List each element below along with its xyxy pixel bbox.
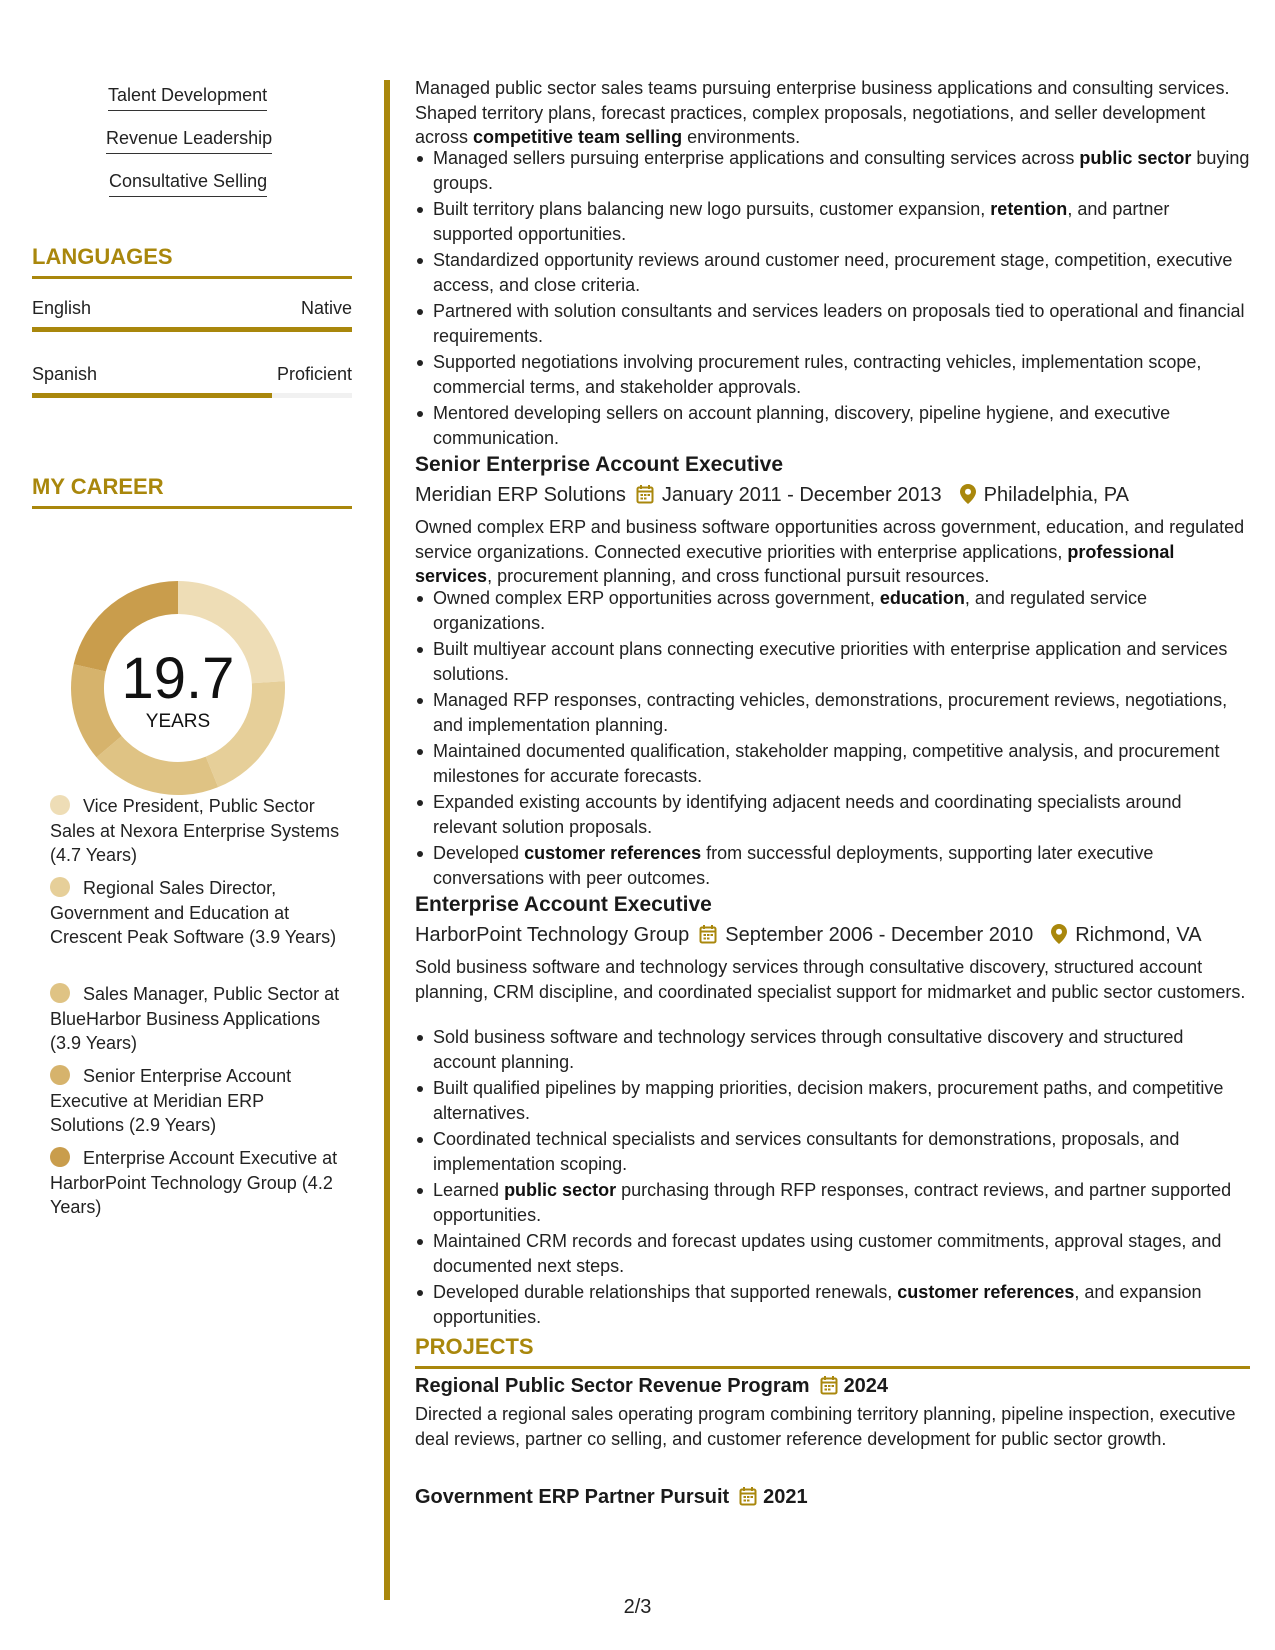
legend-dot <box>50 877 70 897</box>
job-summary: Managed public sector sales teams pursuing enterprise business applications and consulting services. Shaped territory plans, forecast practices, complex proposals, negotiations, and seller development across competitive team selling environments. <box>415 78 1230 147</box>
project-description: Directed a regional sales operating program combining territory planning, pipeline inspection, executive deal reviews, partner co selling, and customer reference development for public sector growth. <box>415 1404 1236 1449</box>
bullet-item: Maintained CRM records and forecast updates using customer commitments, approval stages, and documented next steps. <box>415 1229 1250 1278</box>
career-legend-label: Enterprise Account Executive at HarborPoint Technology Group (4.2 Years) <box>50 1148 338 1217</box>
bullet-item: Developed durable relationships that supported renewals, customer references, and expansion opportunities. <box>415 1280 1250 1329</box>
career-legend-label: Sales Manager, Public Sector at BlueHarbor Business Applications (3.9 Years) <box>50 984 340 1053</box>
language-row <box>32 364 352 390</box>
languages-heading: LANGUAGES <box>32 244 352 279</box>
career-legend-item <box>50 1146 340 1220</box>
legend-dot <box>50 1065 70 1085</box>
language-bar-fill <box>32 327 352 332</box>
career-total-years: 19.7 <box>121 646 235 711</box>
career-legend-label: Senior Enterprise Account Executive at Meridian ERP Solutions (2.9 Years) <box>50 1066 292 1135</box>
career-donut-chart <box>65 575 291 801</box>
company-name: Meridian ERP Solutions <box>415 484 626 506</box>
project-name: Government ERP Partner Pursuit <box>415 1486 730 1508</box>
language-bar <box>32 393 352 398</box>
job-title: Enterprise Account Executive <box>415 893 712 916</box>
bullet-item: Managed sellers pursuing enterprise applications and consulting services across public sector buying groups. <box>415 146 1250 195</box>
calendar-icon <box>699 924 717 951</box>
language-bar-fill <box>32 393 272 398</box>
job-bullets <box>415 586 1250 892</box>
career-legend-item <box>50 876 340 950</box>
job-dates: September 2006 - December 2010 <box>725 924 1034 946</box>
donut-segment <box>97 736 219 795</box>
bullet-item: Developed customer references from successful deployments, supporting later executive conversations with peer outcomes. <box>415 841 1250 890</box>
skill-label: Talent Development <box>108 84 267 111</box>
calendar-icon <box>636 484 654 511</box>
skill-label: Consultative Selling <box>109 170 267 197</box>
job-meta <box>415 482 1250 511</box>
job-location: Richmond, VA <box>1075 924 1202 946</box>
legend-dot <box>50 1147 70 1167</box>
location-pin-icon <box>960 484 976 511</box>
language-level: Native <box>300 298 352 318</box>
bullet-item: Coordinated technical specialists and services consultants for demonstrations, proposals, and implementation scoping. <box>415 1127 1250 1176</box>
bullet-item: Maintained documented qualification, stakeholder mapping, competitive analysis, and procurement milestones for accurate forecasts. <box>415 739 1250 788</box>
project-year: 2021 <box>763 1486 808 1508</box>
project-year: 2024 <box>843 1375 889 1397</box>
company-name: HarborPoint Technology Group <box>415 924 690 946</box>
page-number: 2/3 <box>623 1596 652 1618</box>
legend-dot <box>50 795 70 815</box>
job-meta <box>415 922 1250 951</box>
legend-dot <box>50 983 70 1003</box>
career-legend-item <box>50 982 340 1056</box>
job-bullets <box>415 146 1250 452</box>
sidebar <box>32 0 352 1600</box>
projects-heading: PROJECTS <box>415 1334 1250 1369</box>
bullet-item: Partnered with solution consultants and services leaders on proposals tied to operational and financial requirements. <box>415 299 1250 348</box>
bullet-item: Mentored developing sellers on account planning, discovery, pipeline hygiene, and executive communication. <box>415 401 1250 450</box>
bullet-item: Built territory plans balancing new logo pursuits, customer expansion, retention, and partner supported opportunities. <box>415 197 1250 246</box>
bullet-item: Standardized opportunity reviews around customer need, procurement stage, competition, executive access, and close criteria. <box>415 248 1250 297</box>
career-legend-item <box>50 1064 340 1138</box>
bullet-item: Built multiyear account plans connecting executive priorities with enterprise application and services solutions. <box>415 637 1250 686</box>
job-dates: January 2011 - December 2013 <box>661 484 942 506</box>
calendar-icon <box>820 1375 838 1402</box>
bullet-item: Built qualified pipelines by mapping priorities, decision makers, procurement paths, and competitive alternatives. <box>415 1076 1250 1125</box>
job-title: Senior Enterprise Account Executive <box>415 453 784 476</box>
career-heading: MY CAREER <box>32 474 352 509</box>
language-name: Spanish <box>32 364 98 384</box>
job-bullets <box>415 1025 1250 1331</box>
bullet-item: Learned public sector purchasing through RFP responses, contract reviews, and partner supported opportunities. <box>415 1178 1250 1227</box>
career-total-unit: YEARS <box>145 711 211 732</box>
career-legend-item <box>50 794 340 868</box>
project-title <box>415 1484 808 1513</box>
location-pin-icon <box>1051 924 1067 951</box>
column-divider <box>384 80 390 1600</box>
bullet-item: Owned complex ERP opportunities across government, education, and regulated service organizations. <box>415 586 1250 635</box>
bullet-item: Managed RFP responses, contracting vehicles, demonstrations, procurement reviews, negotiations, and implementation planning. <box>415 688 1250 737</box>
bullet-item: Sold business software and technology services through consultative discovery and structured account planning. <box>415 1025 1250 1074</box>
project-name: Regional Public Sector Revenue Program <box>415 1375 810 1397</box>
language-bar <box>32 327 352 332</box>
skill-label: Revenue Leadership <box>106 127 272 154</box>
bullet-item: Expanded existing accounts by identifying adjacent needs and coordinating specialists around relevant solution proposals. <box>415 790 1250 839</box>
project-title <box>415 1373 888 1402</box>
language-name: English <box>32 298 92 318</box>
job-summary: Owned complex ERP and business software opportunities across government, education, and regulated service organizations. Connected executive priorities with enterprise applications, professional services, procurement planning, and cross functional pursuit resources. <box>415 517 1245 586</box>
career-legend-label: Regional Sales Director, Government and Education at Crescent Peak Software (3.9 Years) <box>50 878 337 947</box>
job-summary: Sold business software and technology services through consultative discovery, structured account planning, CRM discipline, and coordinated specialist support for midmarket and public sector customers. <box>415 957 1246 1002</box>
calendar-icon <box>739 1486 757 1513</box>
language-level: Proficient <box>276 364 352 384</box>
language-row <box>32 298 352 324</box>
career-legend-label: Vice President, Public Sector Sales at Nexora Enterprise Systems (4.7 Years) <box>50 796 340 865</box>
bullet-item: Supported negotiations involving procurement rules, contracting vehicles, implementation scope, commercial terms, and stakeholder approvals. <box>415 350 1250 399</box>
job-location: Philadelphia, PA <box>983 484 1129 506</box>
